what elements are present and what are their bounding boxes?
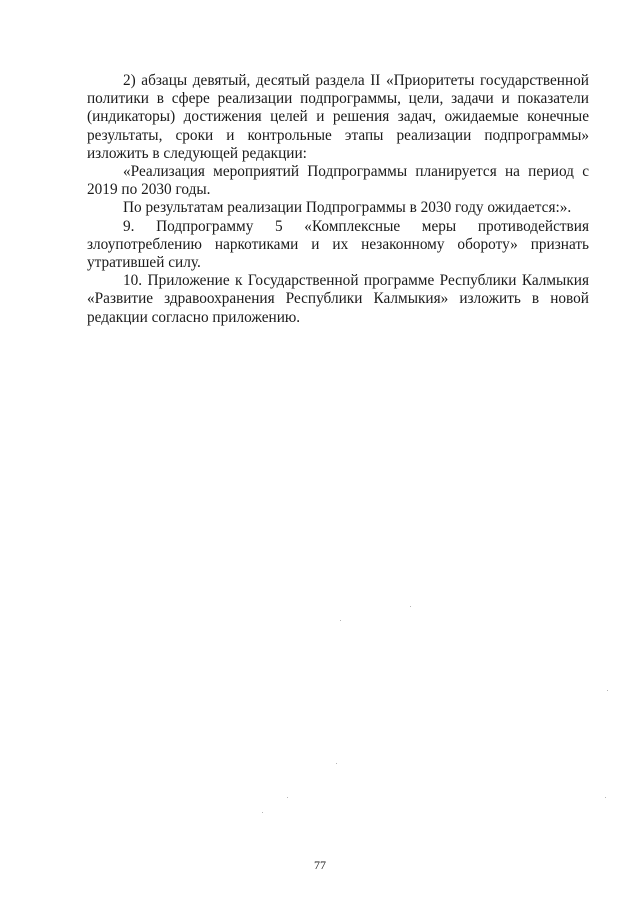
scan-speck (336, 763, 337, 764)
paragraph-item-10: 10. Приложение к Государственной программе Республики Калмыкия «Развитие здравоохранения Республики Калмыкия» изложить в новой редакции согласно приложению. (87, 272, 589, 326)
scan-speck (605, 797, 606, 798)
scan-speck (340, 620, 341, 621)
paragraph-expected-results: По результатам реализации Подпрограммы в 2030 году ожидается:». (123, 199, 572, 217)
document-body (87, 72, 589, 327)
paragraph-subprogram-amendment: 2) абзацы девятый, десятый раздела II «Приоритеты государственной политики в сфере реализации подпрограммы, цели, задачи и показатели (индикаторы) достижения целей и решения задач, ожидаемые конечные результаты, сроки и контрольные этапы реализации подпрограммы» изложить в следующей редакции: (87, 72, 589, 162)
paragraph-item-9: 9. Подпрограмму 5 «Комплексные меры противодействия злоупотреблению наркотиками и их незаконному обороту» признать утратившей силу. (87, 217, 589, 272)
scan-speck (262, 812, 263, 813)
scan-speck (607, 690, 608, 691)
scan-speck (410, 606, 411, 607)
scan-speck (287, 797, 288, 798)
paragraph-implementation-period: «Реализация мероприятий Подпрограммы планируется на период с 2019 по 2030 годы. (87, 163, 589, 199)
page-number: 77 (314, 858, 326, 872)
